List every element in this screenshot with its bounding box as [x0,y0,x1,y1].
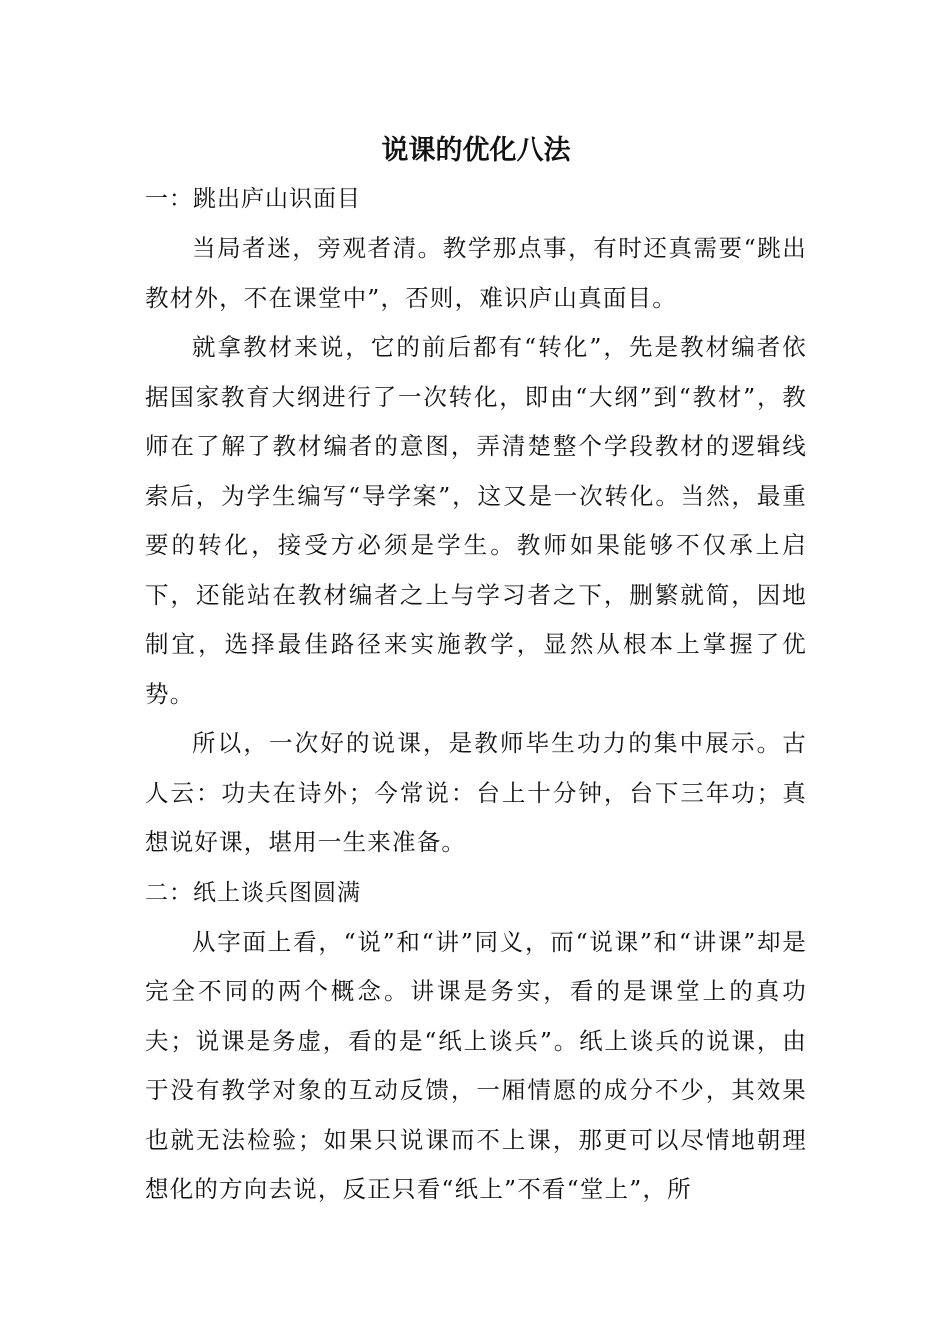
section-2-paragraph-1: 从字面上看，“说”和“讲”同义，而“说课”和“讲课”却是完全不同的两个概念。讲课是务实，看的是课堂上的真功夫；说课是务虚，看的是“纸上谈兵”。纸上谈兵的说课，由于没有教学对象的互动反馈，一厢情愿的成分不少，其效果也就无法检验；如果只说课而不上课，那更可以尽情地朝理想化的方向去说，反正只看“纸上”不看“堂上”，所 [145,927,807,1203]
document-title: 说课的优化八法 [381,135,571,166]
section-1-paragraph-1: 当局者迷，旁观者清。教学那点事，有时还真需要“跳出教材外，不在课堂中”，否则，难识庐山真面目。 [145,234,807,312]
section-1 [145,174,807,868]
document-page [145,128,807,1215]
section-2 [145,868,807,1215]
section-1-paragraph-3: 所以，一次好的说课，是教师毕生功力的集中展示。古人云：功夫在诗外；今常说：台上十分钟，台下三年功；真想说好课，堪用一生来准备。 [145,729,807,856]
section-2-heading: 二：纸上谈兵图圆满 [145,879,361,906]
section-1-heading: 一：跳出庐山识面目 [145,186,361,212]
section-1-paragraph-2: 就拿教材来说，它的前后都有“转化”，先是教材编者依据国家教育大纲进行了一次转化，即由“大纲”到“教材”，教师在了解了教材编者的意图，弄清楚整个学段教材的逻辑线索后，为学生编写“导学案”，这又是一次转化。当然，最重要的转化，接受方必须是学生。教师如果能够不仅承上启下，还能站在教材编者之上与学习者之下，删繁就简，因地制宜，选择最佳路径来实施教学，显然从根本上掌握了优势。 [145,333,807,708]
